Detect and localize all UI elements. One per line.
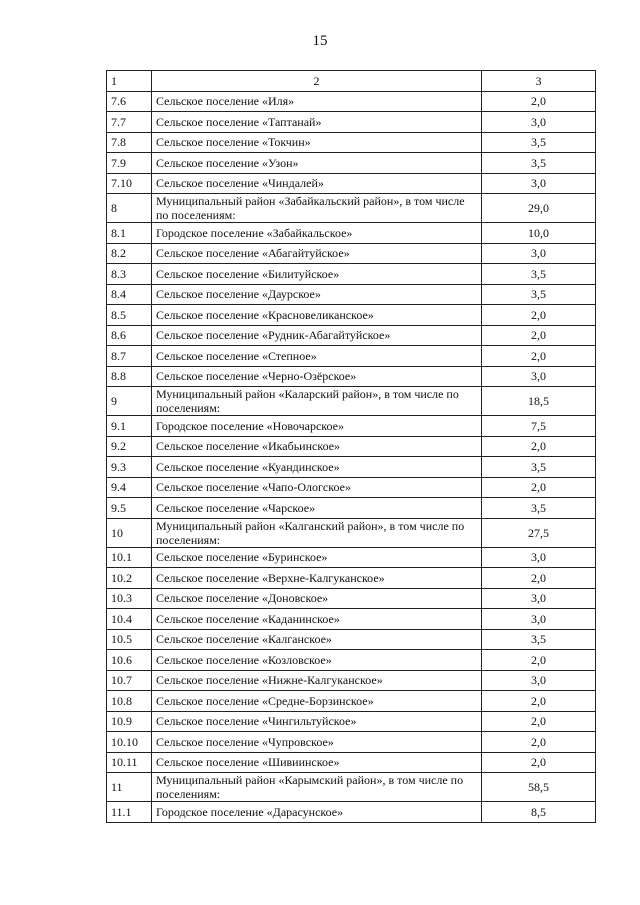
- row-name: Сельское поселение «Иля»: [152, 91, 482, 112]
- row-value: 3,0: [482, 547, 596, 568]
- table-row: [107, 194, 596, 223]
- table-row: [107, 773, 596, 802]
- row-number: 9.4: [107, 477, 152, 498]
- row-number: 7.7: [107, 112, 152, 133]
- row-name: Сельское поселение «Чингильтуйское»: [152, 711, 482, 732]
- row-name: Городское поселение «Забайкальское»: [152, 223, 482, 244]
- row-value: 18,5: [482, 387, 596, 416]
- row-value: 2,0: [482, 325, 596, 346]
- row-name: Муниципальный район «Каларский район», в том числе по поселениям:: [152, 387, 482, 416]
- row-name: Сельское поселение «Буринское»: [152, 547, 482, 568]
- row-number: 10.7: [107, 670, 152, 691]
- row-value: 2,0: [482, 346, 596, 367]
- row-number: 10.9: [107, 711, 152, 732]
- row-name: Муниципальный район «Калганский район», в том числе по поселениям:: [152, 518, 482, 547]
- table-row: [107, 518, 596, 547]
- row-number: 9: [107, 387, 152, 416]
- row-value: 3,0: [482, 173, 596, 194]
- table-row: [107, 223, 596, 244]
- table-row: [107, 547, 596, 568]
- row-name: Сельское поселение «Икабьинское»: [152, 436, 482, 457]
- settlements-table: [106, 70, 596, 823]
- row-name: Сельское поселение «Степное»: [152, 346, 482, 367]
- row-value: 2,0: [482, 305, 596, 326]
- row-value: 3,0: [482, 366, 596, 387]
- row-name: Сельское поселение «Каданинское»: [152, 609, 482, 630]
- row-name: Сельское поселение «Красновеликанское»: [152, 305, 482, 326]
- table-row: [107, 243, 596, 264]
- header-col-1: 1: [107, 71, 152, 92]
- table-row: [107, 366, 596, 387]
- row-value: 3,5: [482, 457, 596, 478]
- row-number: 8.7: [107, 346, 152, 367]
- table-row: [107, 264, 596, 285]
- row-number: 11: [107, 773, 152, 802]
- row-number: 10.10: [107, 732, 152, 753]
- table-row: [107, 609, 596, 630]
- table-row: [107, 173, 596, 194]
- table-row: [107, 477, 596, 498]
- table-row: [107, 387, 596, 416]
- row-number: 8.1: [107, 223, 152, 244]
- table-row: [107, 670, 596, 691]
- row-value: 2,0: [482, 752, 596, 773]
- row-name: Сельское поселение «Таптанай»: [152, 112, 482, 133]
- row-number: 7.8: [107, 132, 152, 153]
- table-row: [107, 416, 596, 437]
- row-name: Городское поселение «Новочарское»: [152, 416, 482, 437]
- row-number: 8.4: [107, 284, 152, 305]
- header-col-3: 3: [482, 71, 596, 92]
- row-number: 7.6: [107, 91, 152, 112]
- table-row: [107, 112, 596, 133]
- table-row: [107, 325, 596, 346]
- row-name: Сельское поселение «Верхне-Калгуканское»: [152, 568, 482, 589]
- row-value: 2,0: [482, 568, 596, 589]
- row-value: 2,0: [482, 732, 596, 753]
- row-name: Сельское поселение «Токчин»: [152, 132, 482, 153]
- table-row: [107, 629, 596, 650]
- row-name: Сельское поселение «Чарское»: [152, 498, 482, 519]
- row-name: Сельское поселение «Узон»: [152, 153, 482, 174]
- table-row: [107, 650, 596, 671]
- table-row: [107, 284, 596, 305]
- row-value: 3,5: [482, 284, 596, 305]
- row-value: 3,5: [482, 264, 596, 285]
- header-col-2: 2: [152, 71, 482, 92]
- row-value: 3,0: [482, 243, 596, 264]
- row-name: Сельское поселение «Черно-Озёрское»: [152, 366, 482, 387]
- row-name: Сельское поселение «Чапо-Ологское»: [152, 477, 482, 498]
- row-name: Сельское поселение «Калганское»: [152, 629, 482, 650]
- row-value: 2,0: [482, 436, 596, 457]
- table-row: [107, 305, 596, 326]
- row-value: 3,5: [482, 132, 596, 153]
- row-name: Сельское поселение «Нижне-Калгуканское»: [152, 670, 482, 691]
- row-name: Сельское поселение «Рудник-Абагайтуйское»: [152, 325, 482, 346]
- row-number: 9.2: [107, 436, 152, 457]
- row-number: 9.3: [107, 457, 152, 478]
- table-row: [107, 802, 596, 823]
- row-number: 10.5: [107, 629, 152, 650]
- row-value: 2,0: [482, 650, 596, 671]
- row-number: 7.10: [107, 173, 152, 194]
- table-header-row: [107, 71, 596, 92]
- row-name: Сельское поселение «Козловское»: [152, 650, 482, 671]
- row-number: 8: [107, 194, 152, 223]
- row-value: 3,5: [482, 498, 596, 519]
- row-value: 7,5: [482, 416, 596, 437]
- table-row: [107, 732, 596, 753]
- row-value: 2,0: [482, 711, 596, 732]
- row-name: Сельское поселение «Билитуйское»: [152, 264, 482, 285]
- row-name: Сельское поселение «Абагайтуйское»: [152, 243, 482, 264]
- row-name: Сельское поселение «Шивиинское»: [152, 752, 482, 773]
- table-row: [107, 457, 596, 478]
- row-number: 8.3: [107, 264, 152, 285]
- row-number: 7.9: [107, 153, 152, 174]
- row-name: Городское поселение «Дарасунское»: [152, 802, 482, 823]
- row-number: 10.11: [107, 752, 152, 773]
- row-name: Сельское поселение «Доновское»: [152, 588, 482, 609]
- table-row: [107, 132, 596, 153]
- row-value: 2,0: [482, 91, 596, 112]
- row-number: 10.2: [107, 568, 152, 589]
- table-row: [107, 498, 596, 519]
- table-row: [107, 588, 596, 609]
- row-number: 10.6: [107, 650, 152, 671]
- row-value: 27,5: [482, 518, 596, 547]
- row-number: 11.1: [107, 802, 152, 823]
- row-value: 3,0: [482, 609, 596, 630]
- row-name: Сельское поселение «Средне-Борзинское»: [152, 691, 482, 712]
- row-name: Сельское поселение «Куандинское»: [152, 457, 482, 478]
- row-name: Сельское поселение «Чиндалей»: [152, 173, 482, 194]
- row-number: 10.1: [107, 547, 152, 568]
- row-value: 3,0: [482, 112, 596, 133]
- row-number: 8.5: [107, 305, 152, 326]
- row-number: 9.1: [107, 416, 152, 437]
- row-value: 29,0: [482, 194, 596, 223]
- table-row: [107, 691, 596, 712]
- row-value: 3,0: [482, 588, 596, 609]
- row-number: 8.2: [107, 243, 152, 264]
- table-row: [107, 153, 596, 174]
- row-value: 58,5: [482, 773, 596, 802]
- row-name: Муниципальный район «Забайкальский район», в том числе по поселениям:: [152, 194, 482, 223]
- row-number: 8.8: [107, 366, 152, 387]
- row-name: Муниципальный район «Карымский район», в том числе по поселениям:: [152, 773, 482, 802]
- row-number: 10: [107, 518, 152, 547]
- table-row: [107, 568, 596, 589]
- row-number: 10.4: [107, 609, 152, 630]
- row-value: 3,5: [482, 153, 596, 174]
- row-value: 3,0: [482, 670, 596, 691]
- row-name: Сельское поселение «Даурское»: [152, 284, 482, 305]
- table-row: [107, 711, 596, 732]
- table-row: [107, 752, 596, 773]
- table-row: [107, 436, 596, 457]
- row-value: 3,5: [482, 629, 596, 650]
- row-value: 8,5: [482, 802, 596, 823]
- row-name: Сельское поселение «Чупровское»: [152, 732, 482, 753]
- row-number: 10.8: [107, 691, 152, 712]
- row-number: 9.5: [107, 498, 152, 519]
- row-value: 2,0: [482, 477, 596, 498]
- row-value: 10,0: [482, 223, 596, 244]
- row-number: 10.3: [107, 588, 152, 609]
- page-number: 15: [312, 33, 328, 49]
- row-value: 2,0: [482, 691, 596, 712]
- table-row: [107, 91, 596, 112]
- row-number: 8.6: [107, 325, 152, 346]
- table-row: [107, 346, 596, 367]
